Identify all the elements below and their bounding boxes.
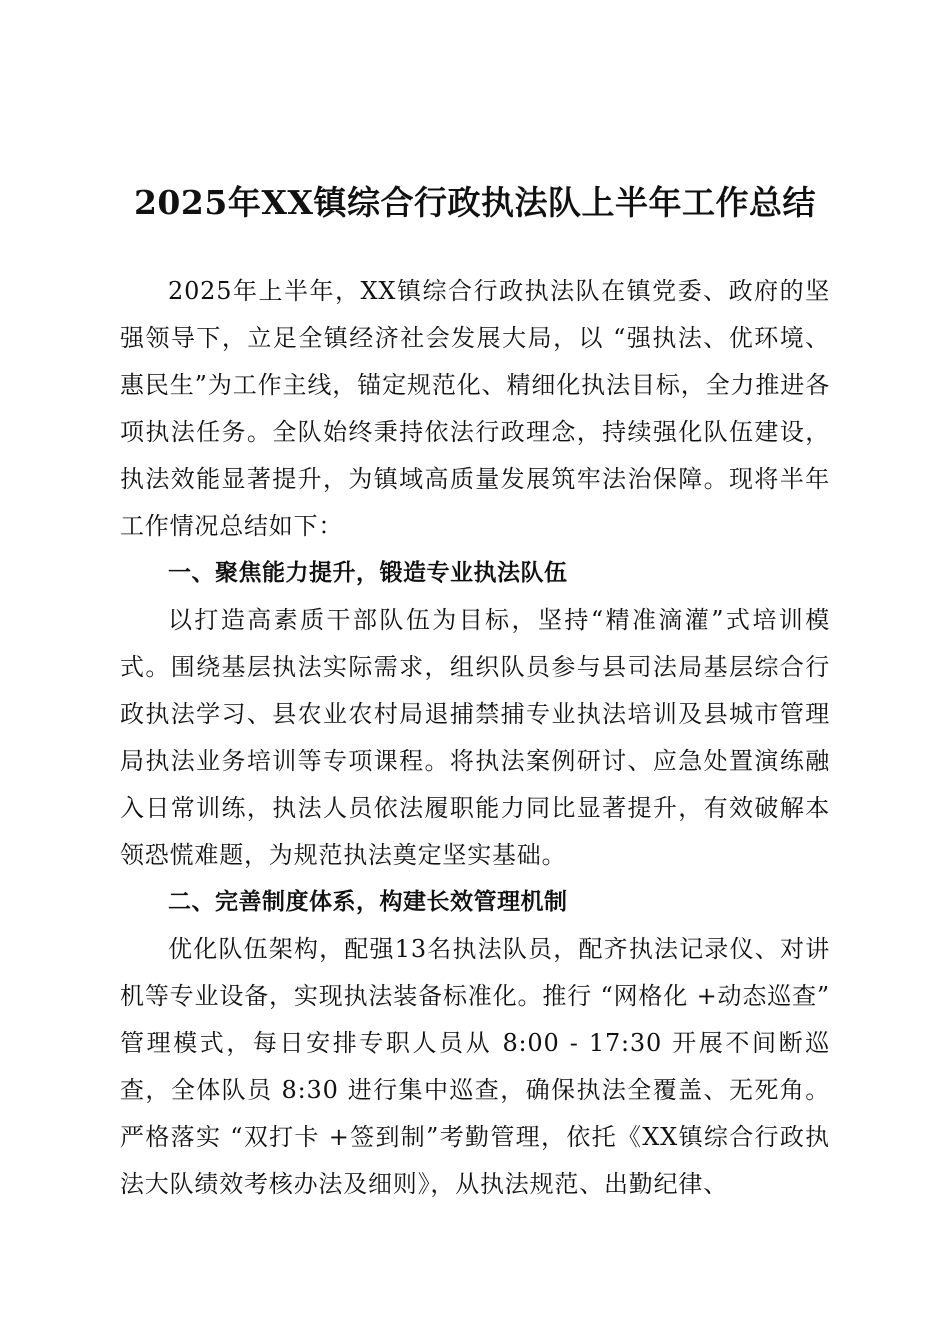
section-paragraph-1: 以打造高素质干部队伍为目标，坚持“精准滴灌”式培训模式。围绕基层执法实际需求，组织队员参与县司法局基层综合行政执法学习、县农业农村局退捕禁捕专业执法培训及县城市管理局执法业务培训等专项课程。将执法案例研讨、应急处置演练融入日常训练，执法人员依法履职能力同比显著提升，有效破解本领恐慌难题，为规范执法奠定坚实基础。 <box>120 606 830 869</box>
section-heading-1: 一、聚焦能力提升，锻造专业执法队伍 <box>168 560 568 586</box>
section-heading-2: 二、完善制度体系，构建长效管理机制 <box>168 889 568 915</box>
section-paragraph-2: 优化队伍架构，配强13名执法队员，配齐执法记录仪、对讲机等专业设备，实现执法装备标准化。推行 “网格化 +动态巡查” 管理模式，每日安排专职人员从 8:00 - 17:30 开展不间断巡查，全体队员 8:30 进行集中巡查，确保执法全覆盖、无死角。严格落实 “双打卡 +签到制”考勤管理，依托《XX镇综合行政执法大队绩效考核办法及细则》，从执法规范、出勤纪律、 <box>120 935 830 1198</box>
intro-paragraph: 2025年上半年，XX镇综合行政执法队在镇党委、政府的坚强领导下，立足全镇经济社会发展大局，以 “强执法、优环境、惠民生”为工作主线，锚定规范化、精细化执法目标，全力推进各项执法任务。全队始终秉持依法行政理念，持续强化队伍建设，执法效能显著提升，为镇域高质量发展筑牢法治保障。现将半年工作情况总结如下： <box>120 277 830 540</box>
document-title: 2025年XX镇综合行政执法队上半年工作总结 <box>133 183 817 222</box>
document-body <box>120 268 830 1208</box>
